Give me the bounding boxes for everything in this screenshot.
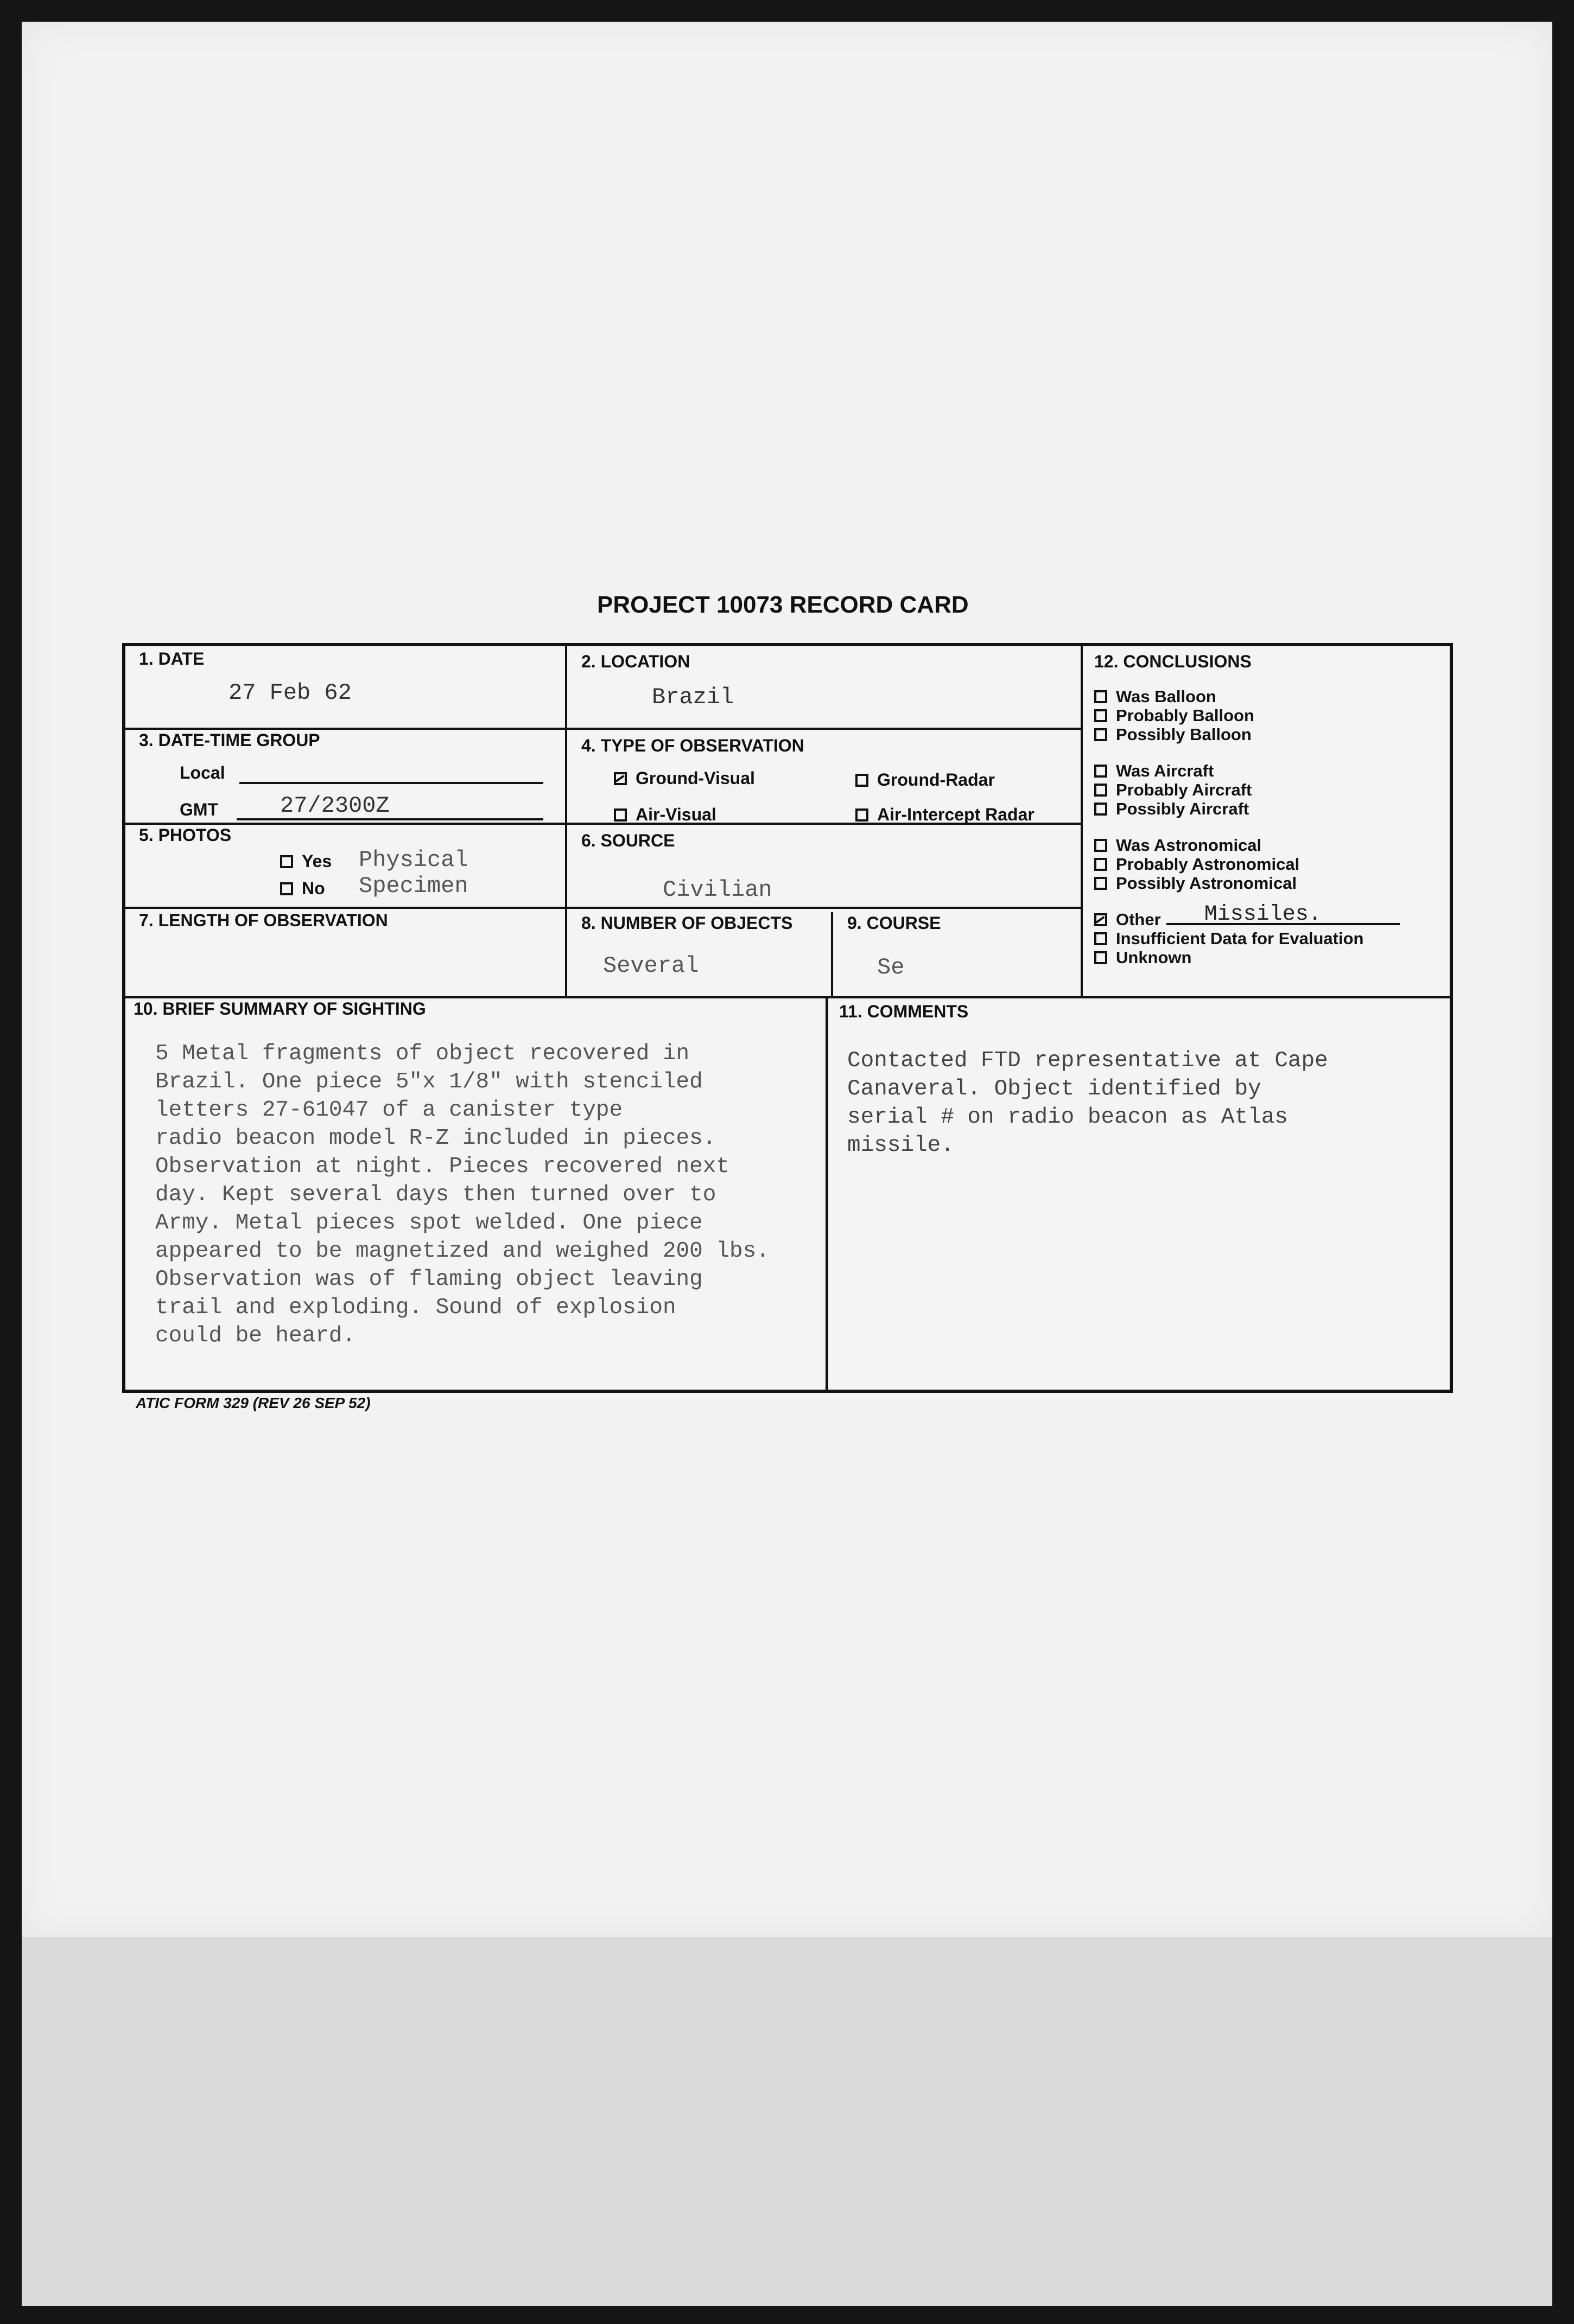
comment-line: Canaveral. Object identified by (847, 1077, 1261, 1101)
summary-line: could be heard. (155, 1323, 356, 1348)
checkbox-icon (855, 774, 868, 787)
course-value: Se (877, 954, 905, 980)
summary-line: Observation was of flaming object leaving (155, 1267, 703, 1292)
conclusion-item: Was Astronomical (1094, 836, 1447, 855)
date-value: 27 Feb 62 (229, 680, 352, 706)
conclusions-list (1094, 687, 1447, 967)
conclusion-unknown: Unknown (1094, 948, 1447, 967)
card-title: PROJECT 10073 RECORD CARD (597, 591, 969, 618)
local-label: Local (180, 763, 225, 782)
source-value: Civilian (663, 877, 772, 903)
summary-line: letters 27-61047 of a canister type (155, 1098, 623, 1123)
photos-note-line2: Specimen (359, 873, 468, 899)
conclusion-item: Probably Astronomical (1094, 855, 1447, 874)
conclusion-other-value: Missiles. (1204, 902, 1322, 927)
summary-line: day. Kept several days then turned over to (155, 1182, 716, 1207)
summary-line: Observation at night. Pieces recovered next (155, 1154, 729, 1179)
checkbox-icon (1094, 765, 1107, 778)
source-label: 6. SOURCE (581, 831, 675, 850)
comments-text (847, 1047, 1444, 1160)
summary-line: appeared to be magnetized and weighed 200 lbs. (155, 1239, 770, 1264)
checkbox-icon (1094, 784, 1107, 797)
conclusion-other: Other Missiles. (1094, 910, 1447, 929)
conclusion-item: Possibly Aircraft (1094, 799, 1447, 818)
type-of-observation-label: 4. TYPE OF OBSERVATION (581, 736, 804, 755)
conclusion-item: Possibly Balloon (1094, 725, 1447, 744)
summary-label: 10. BRIEF SUMMARY OF SIGHTING (134, 999, 426, 1018)
conclusion-insufficient-data: Insufficient Data for Evaluation (1094, 929, 1447, 948)
checkbox-icon (855, 808, 868, 822)
date-label: 1. DATE (139, 649, 205, 668)
location-value: Brazil (652, 684, 734, 710)
checkbox-icon (1094, 839, 1107, 852)
underlying-sheet (22, 1937, 1552, 2306)
form-footer: ATIC FORM 329 (REV 26 SEP 52) (136, 1395, 371, 1411)
option-air-intercept-radar: Air-Intercept Radar (855, 805, 1034, 825)
conclusions-label: 12. CONCLUSIONS (1094, 652, 1252, 671)
summary-line: trail and exploding. Sound of explosion (155, 1295, 676, 1320)
conclusion-item: Possibly Astronomical (1094, 874, 1447, 893)
summary-line: radio beacon model R-Z included in pieces. (155, 1126, 716, 1151)
summary-line: Brazil. One piece 5"x 1/8" with stenciled (155, 1069, 703, 1094)
option-air-visual: Air-Visual (614, 805, 716, 825)
comments-label: 11. COMMENTS (839, 1002, 969, 1021)
photos-note-line1: Physical (359, 847, 468, 873)
course-label: 9. COURSE (847, 913, 941, 933)
gmt-label: GMT (180, 800, 219, 819)
checkbox-icon (614, 808, 627, 822)
conclusion-item: Probably Aircraft (1094, 780, 1447, 799)
option-ground-radar: Ground-Radar (855, 770, 995, 790)
conclusion-item: Was Aircraft (1094, 761, 1447, 780)
checkbox-icon (1094, 951, 1107, 964)
photos-no-option: No (280, 878, 325, 899)
comment-line: missile. (847, 1133, 954, 1158)
length-of-observation-label: 7. LENGTH OF OBSERVATION (139, 911, 388, 930)
gmt-value: 27/2300Z (280, 793, 390, 819)
checkbox-icon (1094, 709, 1107, 722)
checkbox-icon (280, 855, 293, 868)
number-of-objects-value: Several (603, 953, 699, 979)
photos-yes-option: Yes (280, 851, 332, 871)
conclusion-item: Probably Balloon (1094, 706, 1447, 725)
summary-line: 5 Metal fragments of object recovered in (155, 1041, 690, 1066)
checkbox-icon (1094, 877, 1107, 890)
document-page (22, 22, 1552, 1937)
checkbox-checked-icon (614, 772, 627, 785)
summary-line: Army. Metal pieces spot welded. One piece (155, 1211, 703, 1236)
datetime-group-label: 3. DATE-TIME GROUP (139, 730, 320, 750)
checkbox-icon (1094, 932, 1107, 945)
checkbox-icon (1094, 858, 1107, 871)
photos-label: 5. PHOTOS (139, 825, 232, 845)
comment-line: serial # on radio beacon as Atlas (847, 1105, 1288, 1130)
checkbox-icon (280, 882, 293, 895)
option-ground-visual: Ground-Visual (614, 768, 755, 788)
record-card (122, 643, 1453, 1393)
conclusion-item: Was Balloon (1094, 687, 1447, 706)
checkbox-icon (1094, 803, 1107, 816)
location-label: 2. LOCATION (581, 652, 690, 671)
number-of-objects-label: 8. NUMBER OF OBJECTS (581, 913, 793, 933)
summary-text (155, 1040, 828, 1350)
comment-line: Contacted FTD representative at Cape (847, 1048, 1328, 1073)
checkbox-icon (1094, 690, 1107, 703)
checkbox-checked-icon (1094, 913, 1107, 926)
checkbox-icon (1094, 728, 1107, 741)
